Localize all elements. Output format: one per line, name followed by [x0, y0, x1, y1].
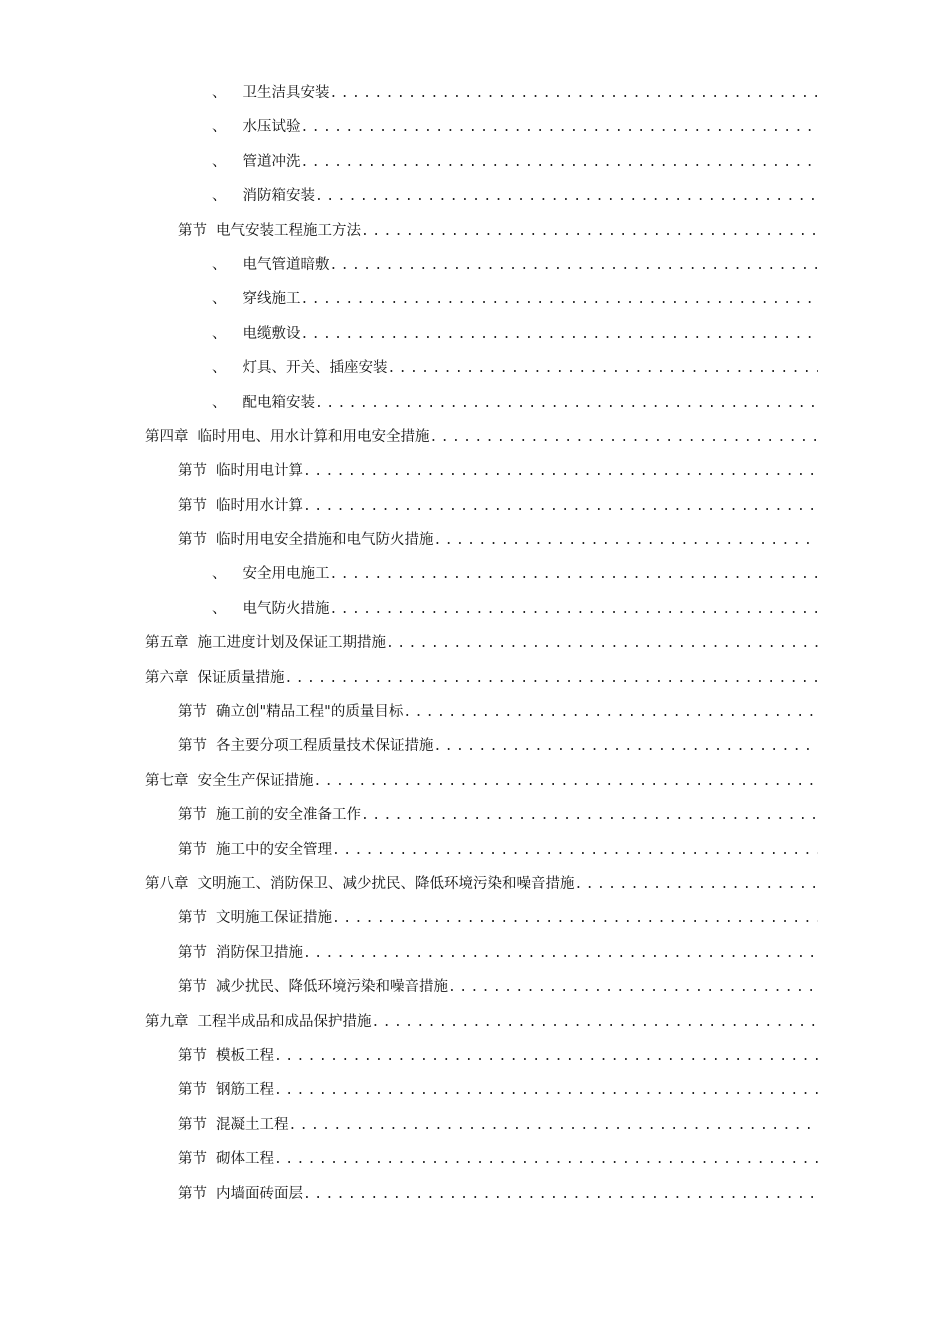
toc-entry-number: 第节 — [178, 704, 207, 721]
toc-entry-number: 、 — [212, 153, 227, 170]
toc-entry-title: 水压试验 — [242, 119, 301, 136]
toc-dot-leader — [448, 971, 818, 1005]
toc-entry-title: 砌体工程 — [216, 1151, 274, 1168]
toc-entry-number: 、 — [212, 394, 227, 411]
toc-entry-title: 钢筋工程 — [216, 1082, 274, 1099]
toc-dot-leader — [274, 1143, 818, 1177]
toc-dot-leader — [303, 1178, 818, 1212]
toc-entry-title: 电气防火措施 — [242, 600, 330, 617]
toc-entry-level-3[interactable] — [0, 351, 950, 385]
toc-dot-leader — [274, 1040, 818, 1074]
toc-dot-leader — [430, 421, 819, 455]
toc-entry-inner — [178, 901, 818, 936]
toc-entry-number: 第节 — [178, 1151, 207, 1168]
toc-entry-title: 电气安装工程施工方法 — [216, 222, 361, 239]
toc-entry-level-3[interactable] — [0, 282, 950, 316]
toc-entry-number: 第节 — [178, 1047, 207, 1064]
toc-entry-title: 临时用电计算 — [216, 463, 303, 480]
toc-entry-title: 安全用电施工 — [242, 566, 330, 583]
toc-entry-level-3[interactable] — [0, 592, 950, 626]
toc-entry-number: 第七章 — [145, 772, 189, 789]
toc-entry-number: 、 — [212, 291, 227, 308]
toc-entry-inner — [212, 317, 818, 352]
toc-entry-title: 消防保卫措施 — [216, 944, 303, 961]
toc-entry-title: 各主要分项工程质量技术保证措施 — [216, 738, 434, 755]
toc-entry-level-2[interactable] — [0, 798, 950, 832]
toc-entry-title: 灯具、开关、插座安装 — [242, 360, 388, 377]
toc-entry-title: 文明施工保证措施 — [216, 910, 332, 927]
toc-entry-number: 、 — [212, 85, 227, 101]
toc-entry-number: 第九章 — [145, 1013, 189, 1030]
toc-entry-level-1[interactable] — [0, 1005, 950, 1039]
toc-dot-leader — [301, 318, 819, 352]
toc-entry-inner — [212, 145, 818, 180]
toc-entry-title: 临时用电、用水计算和用电安全措施 — [197, 428, 430, 445]
toc-dot-leader — [403, 696, 818, 730]
toc-entry-inner — [178, 489, 818, 524]
toc-dot-leader — [575, 868, 819, 902]
toc-dot-leader — [330, 558, 819, 592]
toc-entry-number: 、 — [212, 600, 227, 617]
toc-entry-number: 第节 — [178, 222, 207, 239]
toc-entry-level-2[interactable] — [0, 729, 950, 763]
toc-dot-leader — [274, 1074, 818, 1108]
toc-entry-inner — [178, 1039, 818, 1074]
toc-entry-level-2[interactable] — [0, 695, 950, 729]
toc-entry-inner — [178, 1142, 818, 1177]
toc-entry-title: 保证质量措施 — [197, 669, 285, 686]
toc-entry-level-3[interactable] — [0, 557, 950, 591]
toc-entry-level-2[interactable] — [0, 901, 950, 935]
toc-dot-leader — [361, 799, 818, 833]
toc-dot-leader — [361, 215, 818, 249]
toc-entry-inner — [145, 420, 818, 455]
toc-entry-title: 确立创"精品工程"的质量目标 — [216, 704, 404, 721]
toc-entry-inner — [212, 592, 818, 627]
toc-dot-leader — [372, 1006, 819, 1040]
toc-entry-level-3[interactable] — [0, 179, 950, 213]
toc-entry-inner — [145, 661, 818, 696]
toc-dot-leader — [303, 455, 818, 489]
toc-dot-leader — [301, 146, 819, 180]
toc-entry-inner — [212, 76, 818, 111]
toc-dot-leader — [315, 180, 818, 214]
toc-entry-title: 施工中的安全管理 — [216, 841, 332, 858]
toc-entry-inner — [178, 695, 818, 730]
toc-entry-number: 第五章 — [145, 635, 189, 652]
toc-entry-inner — [178, 833, 818, 868]
toc-entry-number: 、 — [212, 188, 227, 205]
toc-dot-leader — [434, 524, 819, 558]
toc-entry-number: 、 — [212, 566, 227, 583]
toc-entry-title: 安全生产保证措施 — [197, 772, 314, 789]
toc-entry-title: 穿线施工 — [242, 291, 301, 308]
toc-entry-level-2[interactable] — [0, 1177, 950, 1211]
toc-entry-inner — [178, 936, 818, 971]
toc-dot-leader — [386, 627, 818, 661]
toc-entry-title: 工程半成品和成品保护措施 — [197, 1013, 372, 1030]
toc-dot-leader — [285, 662, 819, 696]
toc-entry-level-1[interactable] — [0, 764, 950, 798]
toc-entry-title: 配电箱安装 — [242, 394, 315, 411]
toc-entry-title: 施工进度计划及保证工期措施 — [197, 635, 386, 652]
toc-entry-number: 第节 — [178, 497, 207, 514]
toc-entry-inner — [212, 179, 818, 214]
toc-entry-title: 卫生洁具安装 — [242, 85, 330, 101]
toc-entry-inner — [178, 454, 818, 489]
toc-entry-inner — [145, 1005, 818, 1040]
toc-entry-number: 、 — [212, 325, 227, 342]
toc-entry-inner — [212, 557, 818, 592]
toc-entry-inner — [145, 626, 818, 661]
toc-entry-inner — [178, 970, 818, 1005]
toc-dot-leader — [314, 765, 819, 799]
toc-entry-inner — [212, 248, 818, 283]
toc-dot-leader — [303, 937, 818, 971]
toc-entry-inner — [212, 110, 818, 145]
toc-entry-number: 第四章 — [145, 428, 189, 445]
toc-entry-level-2[interactable] — [0, 1142, 950, 1176]
toc-entry-title: 文明施工、消防保卫、减少扰民、降低环境污染和噪音措施 — [197, 875, 575, 892]
toc-dot-leader — [330, 77, 819, 111]
toc-entry-inner — [178, 214, 818, 249]
toc-dot-leader — [330, 593, 819, 627]
toc-entry-level-2[interactable] — [0, 1039, 950, 1073]
toc-entry-level-2[interactable] — [0, 489, 950, 523]
toc-entry-title: 管道冲洗 — [242, 153, 301, 170]
toc-entry-number: 、 — [212, 119, 227, 136]
toc-entry-number: 第节 — [178, 944, 207, 961]
toc-entry-number: 第节 — [178, 1116, 207, 1133]
toc-entry-number: 第节 — [178, 841, 207, 858]
toc-entry-level-3[interactable] — [0, 110, 950, 144]
toc-entry-title: 内墙面砖面层 — [216, 1185, 303, 1202]
toc-dot-leader — [434, 730, 819, 764]
toc-entry-number: 第节 — [178, 1082, 207, 1099]
toc-entry-number: 第八章 — [145, 875, 189, 892]
toc-dot-leader — [332, 834, 818, 868]
toc-entry-inner — [178, 1108, 818, 1143]
toc-dot-leader — [289, 1109, 819, 1143]
toc-entry-number: 第节 — [178, 532, 207, 549]
toc-entry-number: 第节 — [178, 979, 207, 996]
toc-entry-level-2[interactable] — [0, 1108, 950, 1142]
toc-entry-level-2[interactable] — [0, 214, 950, 248]
toc-entry-title: 消防箱安装 — [242, 188, 315, 205]
toc-entry-level-2[interactable] — [0, 1073, 950, 1107]
toc-entry-inner — [178, 729, 818, 764]
toc-entry-title: 电气管道暗敷 — [242, 256, 330, 273]
toc-entry-level-2[interactable] — [0, 970, 950, 1004]
toc-entry-level-3[interactable] — [0, 145, 950, 179]
toc-entry-level-1[interactable] — [0, 626, 950, 660]
toc-entry-title: 临时用水计算 — [216, 497, 303, 514]
toc-entry-title: 电缆敷设 — [242, 325, 301, 342]
toc-entry-title: 临时用电安全措施和电气防火措施 — [216, 532, 434, 549]
toc-entry-inner — [178, 523, 818, 558]
toc-entry-number: 第节 — [178, 738, 207, 755]
toc-entry-title: 混凝土工程 — [216, 1116, 289, 1133]
toc-dot-leader — [330, 249, 819, 283]
toc-entry-number: 第节 — [178, 807, 207, 824]
toc-entry-inner — [178, 798, 818, 833]
toc-entry-level-3[interactable] — [0, 317, 950, 351]
toc-dot-leader — [332, 902, 818, 936]
toc-entry-number: 第节 — [178, 910, 207, 927]
toc-entry-title: 施工前的安全准备工作 — [216, 807, 361, 824]
toc-entry-level-1[interactable] — [0, 867, 950, 901]
toc-entry-level-3[interactable] — [0, 386, 950, 420]
toc-entry-number: 、 — [212, 360, 227, 377]
toc-entry-inner — [178, 1177, 818, 1212]
toc-entry-number: 第节 — [178, 1185, 207, 1202]
toc-dot-leader — [315, 387, 818, 421]
toc-dot-leader — [301, 111, 819, 145]
toc-dot-leader — [388, 352, 819, 386]
toc-entry-level-1[interactable] — [0, 661, 950, 695]
toc-entry-level-1[interactable] — [0, 420, 950, 454]
toc-entry-title: 模板工程 — [216, 1047, 274, 1064]
toc-dot-leader — [303, 490, 818, 524]
toc-entry-level-2[interactable] — [0, 936, 950, 970]
toc-dot-leader — [301, 283, 819, 317]
toc-entry-level-2[interactable] — [0, 454, 950, 488]
toc-entry-inner — [145, 764, 818, 799]
toc-entry-title: 减少扰民、降低环境污染和噪音措施 — [216, 979, 448, 996]
toc-entry-number: 第节 — [178, 463, 207, 480]
toc-entry-inner — [212, 351, 818, 386]
toc-entry-level-3[interactable] — [0, 248, 950, 282]
toc-entry-inner — [212, 386, 818, 421]
table-of-contents — [0, 76, 950, 1211]
toc-entry-level-2[interactable] — [0, 833, 950, 867]
toc-entry-level-2[interactable] — [0, 523, 950, 557]
toc-entry-number: 、 — [212, 256, 227, 273]
toc-entry-number: 第六章 — [145, 669, 189, 686]
toc-entry-inner — [212, 282, 818, 317]
toc-entry-level-3[interactable] — [0, 76, 950, 110]
toc-entry-inner — [145, 867, 818, 902]
toc-entry-inner — [178, 1073, 818, 1108]
